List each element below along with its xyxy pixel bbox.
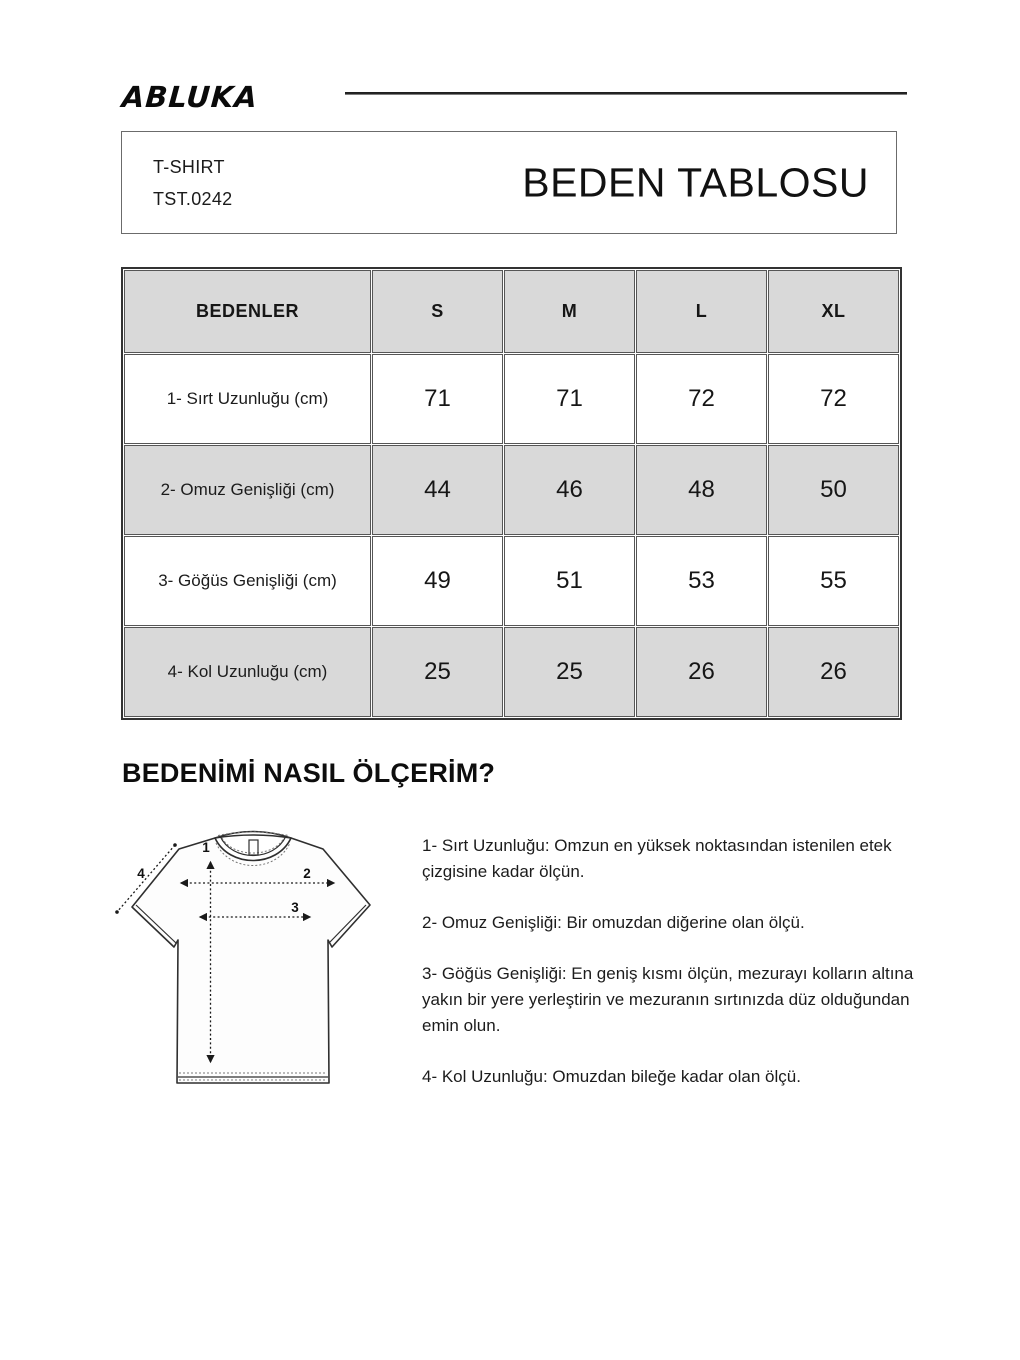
instruction-back-length: 1- Sırt Uzunluğu: Omzun en yüksek noktasından istenilen etek çizgisine kadar ölçün.	[422, 836, 892, 881]
row-label: 2- Omuz Genişliği (cm)	[124, 445, 371, 535]
column-header-bedenler: BEDENLER	[124, 270, 371, 353]
table-row-sleeve-length	[124, 627, 899, 717]
size-value: 26	[636, 627, 767, 717]
product-type: T-SHIRT	[153, 157, 225, 177]
size-value: 50	[768, 445, 899, 535]
size-table	[121, 267, 902, 720]
column-header-s: S	[372, 270, 503, 353]
product-info-box	[121, 131, 897, 234]
row-label: 1- Sırt Uzunluğu (cm)	[124, 354, 371, 444]
size-value: 25	[504, 627, 635, 717]
measure-instructions	[422, 833, 916, 1115]
brand-rule-line	[345, 92, 907, 95]
tshirt-body-outline	[132, 838, 370, 1083]
row-label: 3- Göğüs Genişliği (cm)	[124, 536, 371, 626]
collar-inner-edge	[220, 836, 286, 856]
size-value: 46	[504, 445, 635, 535]
size-value: 48	[636, 445, 767, 535]
row-label: 4- Kol Uzunluğu (cm)	[124, 627, 371, 717]
instruction-sleeve-length: 4- Kol Uzunluğu: Omuzdan bileğe kadar olan ölçü.	[422, 1067, 801, 1086]
size-value: 53	[636, 536, 767, 626]
size-table-header-row	[124, 270, 899, 353]
instruction-shoulder-width: 2- Omuz Genişliği: Bir omuzdan diğerine olan ölçü.	[422, 913, 805, 932]
size-value: 49	[372, 536, 503, 626]
page-title: BEDEN TABLOSU	[522, 159, 869, 205]
tshirt-diagram	[100, 822, 400, 1102]
size-value: 71	[504, 354, 635, 444]
diagram-label-4: 4	[137, 866, 145, 881]
brand-logo: ABLUKA	[120, 80, 260, 114]
size-value: 55	[768, 536, 899, 626]
instruction-chest-width: 3- Göğüs Genişliği: En geniş kısmı ölçün, mezurayı kolların altına yakın bir yere yerleştirin ve mezuranın sırtınızda düz olduğundan emin olun.	[422, 964, 914, 1035]
column-header-l: L	[636, 270, 767, 353]
size-value: 72	[636, 354, 767, 444]
size-value: 72	[768, 354, 899, 444]
tshirt-back-collar	[215, 832, 291, 839]
section-heading: BEDENİMİ NASIL ÖLÇERİM?	[122, 758, 496, 788]
size-value: 71	[372, 354, 503, 444]
size-value: 51	[504, 536, 635, 626]
diagram-label-1: 1	[202, 840, 210, 855]
size-value: 25	[372, 627, 503, 717]
column-header-xl: XL	[768, 270, 899, 353]
diagram-label-2: 2	[303, 866, 311, 881]
diagram-label-3: 3	[291, 900, 299, 915]
product-code: TST.0242	[153, 189, 233, 209]
size-value: 26	[768, 627, 899, 717]
table-row-back-length	[124, 354, 899, 444]
table-row-chest-width	[124, 536, 899, 626]
table-row-shoulder-width	[124, 445, 899, 535]
size-value: 44	[372, 445, 503, 535]
column-header-m: M	[504, 270, 635, 353]
